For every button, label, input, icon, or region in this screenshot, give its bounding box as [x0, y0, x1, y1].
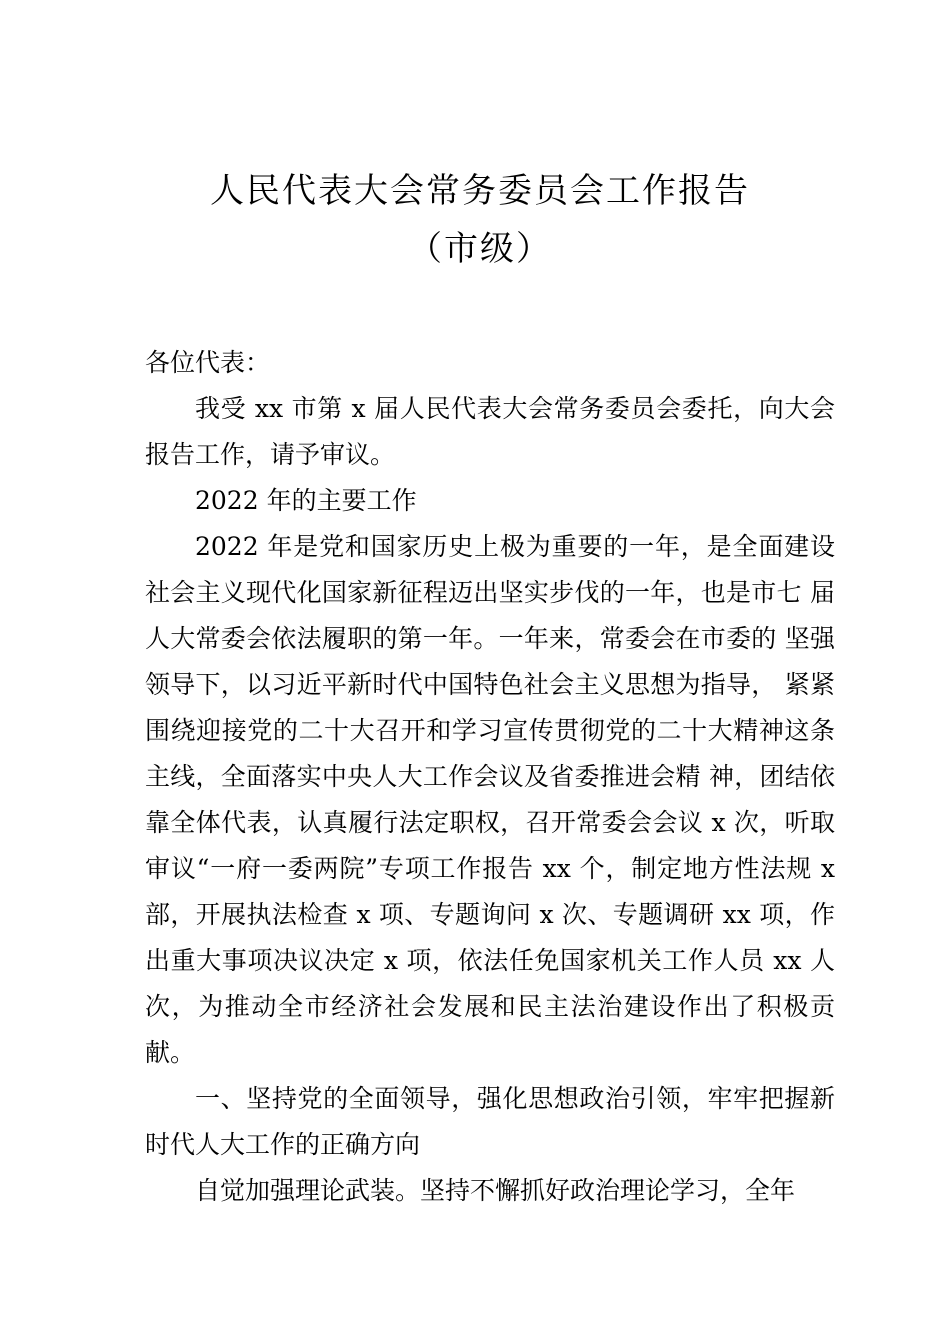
- document-title: 人民代表大会常务委员会工作报告（市级）: [210, 171, 750, 269]
- document-body: [145, 340, 835, 1214]
- paragraph-intro: 我受 xx 市第 x 届人民代表大会常务委员会委托，向大会报告工作，请予审议。: [145, 394, 835, 469]
- section-heading-party-leadership: 一、坚持党的全面领导，强化思想政治引领，牢牢把握新时代人大工作的正确方向: [145, 1084, 835, 1159]
- salutation: 各位代表：: [145, 348, 271, 377]
- paragraph-summary: 2022 年是党和国家历史上极为重要的一年，是全面建设社会主义现代化国家新征程迈出坚实步伐的一年，也是市七 届人大常委会依法履职的第一年。一年来，常委会在市委的 坚强领导下，以习近平新时代中国特色社会主义思想为指导， 紧紧围绕迎接党的二十大召开和学习宣传贯彻党的二十大精神这条主线，全面落实中央人大工作会议及省委推进会精 神，团结依靠全体代表，认真履行法定职权，召开常委会会议 x 次，听取审议“一府一委两院”专项工作报告 xx 个，制定地方性法规 x 部，开展执法检查 x 项、专题询问 x 次、专题调研 xx 项，作出重大事项决议决定 x 项，依法任免国家机关工作人员 xx 人次，为推动全市经济社会发展和民主法治建设作出了积极贡献。: [145, 532, 835, 1067]
- paragraph-theory-study: 自觉加强理论武装。坚持不懈抓好政治理论学习，全年: [195, 1176, 796, 1205]
- section-heading-main-work: 2022 年的主要工作: [195, 486, 417, 515]
